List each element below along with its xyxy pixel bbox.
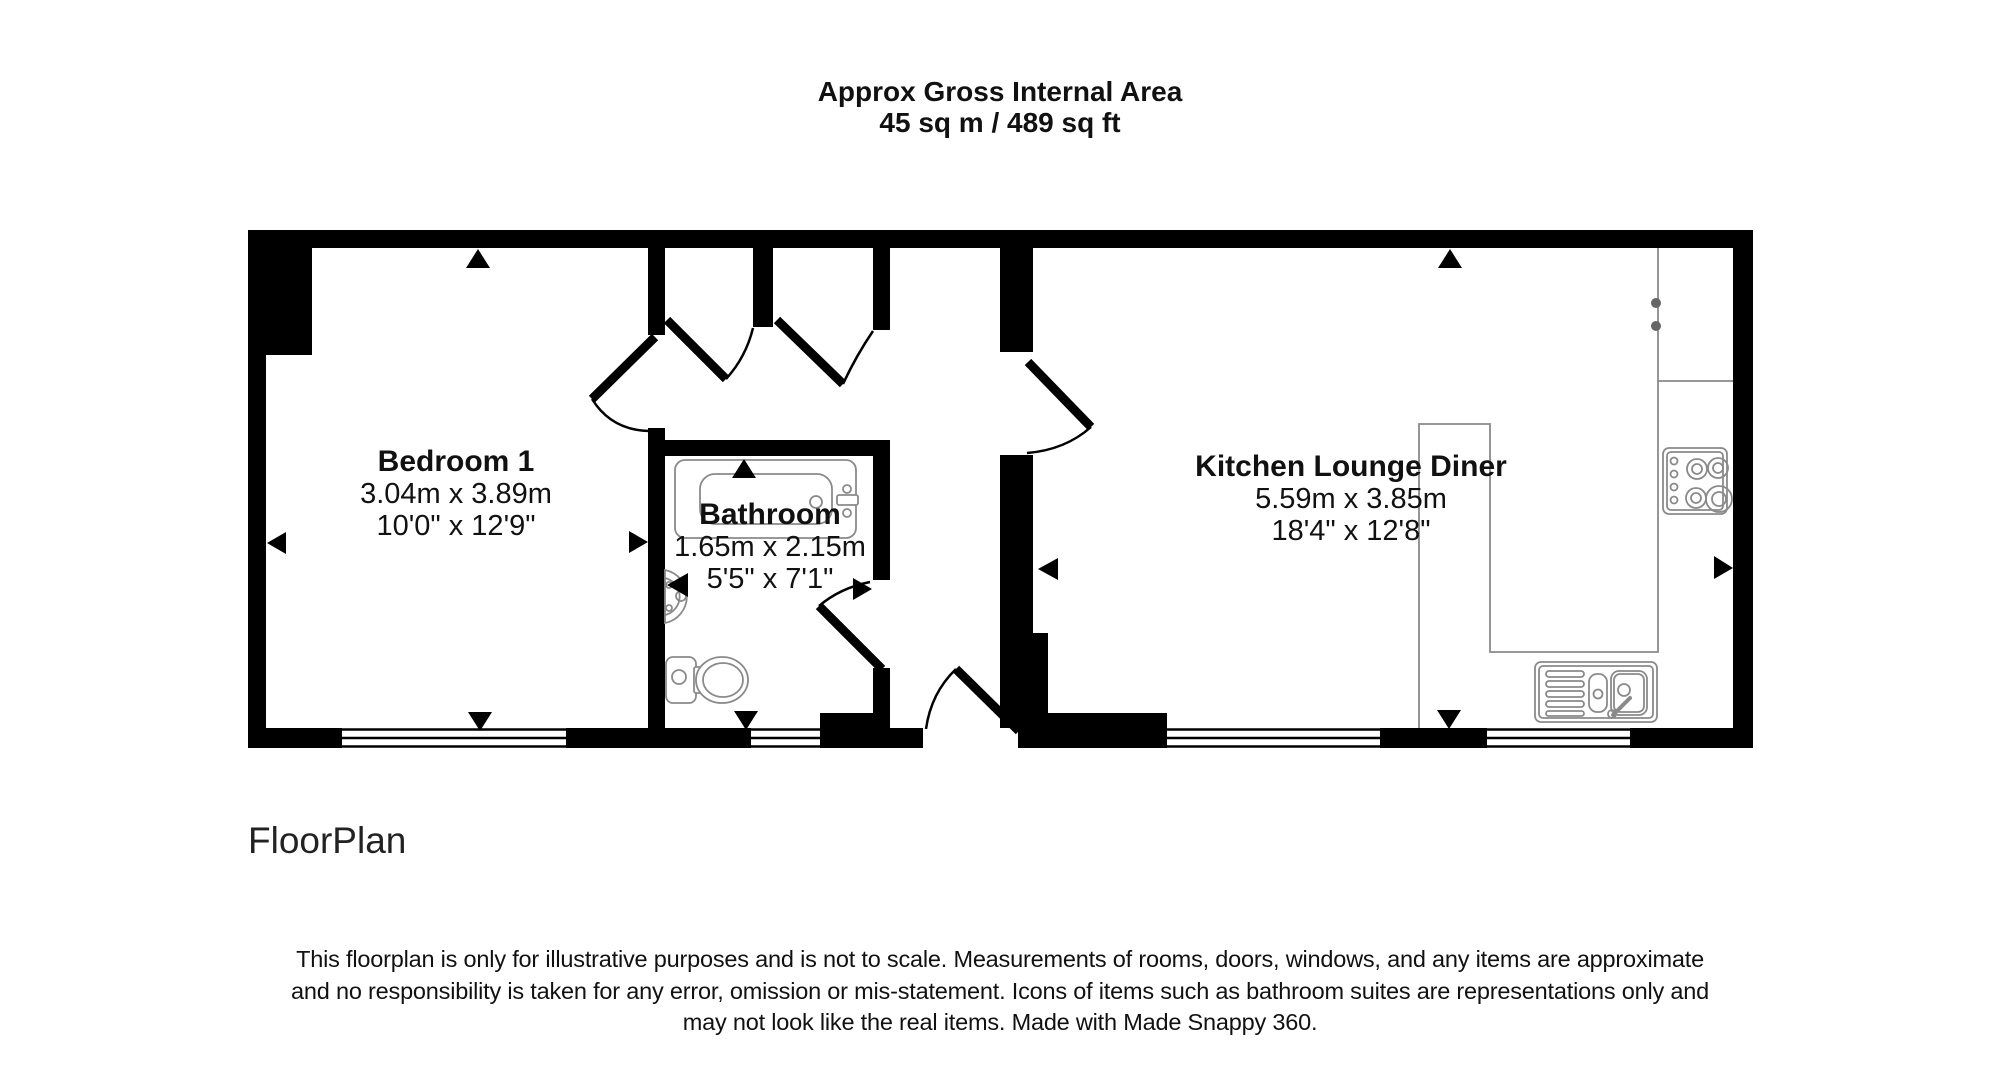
bathroom-window [751,728,820,748]
hall-cupboard-door-1 [667,320,753,379]
hall-step-wall [820,713,890,729]
bathroom-right-wall-upper [873,440,890,580]
wall-top [248,230,1753,248]
title-line2: 45 sq m / 489 sq ft [879,107,1121,138]
disclaimer-line1: This floorplan is only for illustrative purposes and is not to scale. Measurements of rooms, doors, windows, and any items are approximate [296,946,1704,972]
kitchen-wall-mid [1000,455,1033,633]
disclaimer-text [0,944,2000,1039]
kitchen-window-2 [1487,728,1630,748]
bedroom-wall-stub [648,248,665,335]
wall-right [1733,230,1753,748]
kitchen-window-1 [1167,728,1380,748]
hall-wall-stub [753,248,773,327]
kitchen-step-wall [1018,713,1167,729]
unit-handle [1651,321,1661,331]
bathroom-right-wall-lower [873,668,890,748]
bedroom-door [592,337,655,431]
disclaimer-line2: and no responsibility is taken for any error, omission or mis-statement. Icons of items such as bathroom suites are representations only and [291,977,1709,1004]
wall-bottom-seg [1630,728,1753,748]
chimney-block [248,230,312,355]
camera-marker-down-icon [1437,710,1461,729]
title-line1: Approx Gross Internal Area [817,76,1183,107]
room-name: Bedroom 1 [377,445,535,478]
bedroom-bathroom-wall [648,428,665,748]
disclaimer-line3: may not look like the real items. Made with Made Snappy 360. [682,1009,1318,1035]
wall-bottom-seg [820,728,923,748]
wall-bottom-seg [1018,728,1167,748]
camera-marker-down-icon [734,711,758,730]
room-dims-imperial: 10'0" x 12'9" [376,510,536,542]
camera-marker-right-icon [629,531,648,553]
room-dims-metric: 3.04m x 3.89m [360,478,552,510]
kitchen-wall-upper [1000,248,1033,352]
room-label-kitchen [1195,451,1507,547]
room-dims-metric: 5.59m x 3.85m [1255,483,1447,515]
unit-handle [1651,298,1661,308]
toilet [666,657,748,703]
room-dims-imperial: 5'5" x 7'1" [706,563,834,595]
wall-bottom-seg [1380,728,1487,748]
room-name: Kitchen Lounge Diner [1195,450,1507,483]
floorplan-brand-label: FloorPlan [248,820,407,861]
room-name: Bathroom [699,498,841,531]
room-label-bathroom [674,499,866,595]
camera-marker-left-icon [1038,558,1058,580]
camera-marker-up-icon [1438,249,1462,268]
camera-marker-right-icon [1714,556,1733,579]
bathroom-door [819,582,882,669]
room-dims-metric: 1.65m x 2.15m [674,531,866,563]
kitchen-door [1027,362,1091,453]
bathroom-top-wall [648,440,890,456]
room-dims-imperial: 18'4" x 12'8" [1271,515,1431,547]
kitchen-sink-unit [1535,662,1657,722]
camera-marker-up-icon [466,249,490,268]
bathroom-wall-stub [873,248,890,330]
hall-cupboard-door-2 [777,320,873,384]
camera-marker-left-icon [267,532,286,554]
hob [1663,448,1732,514]
bedroom-window [342,728,566,748]
room-label-bedroom [360,446,552,542]
wall-bottom-seg [248,728,342,748]
